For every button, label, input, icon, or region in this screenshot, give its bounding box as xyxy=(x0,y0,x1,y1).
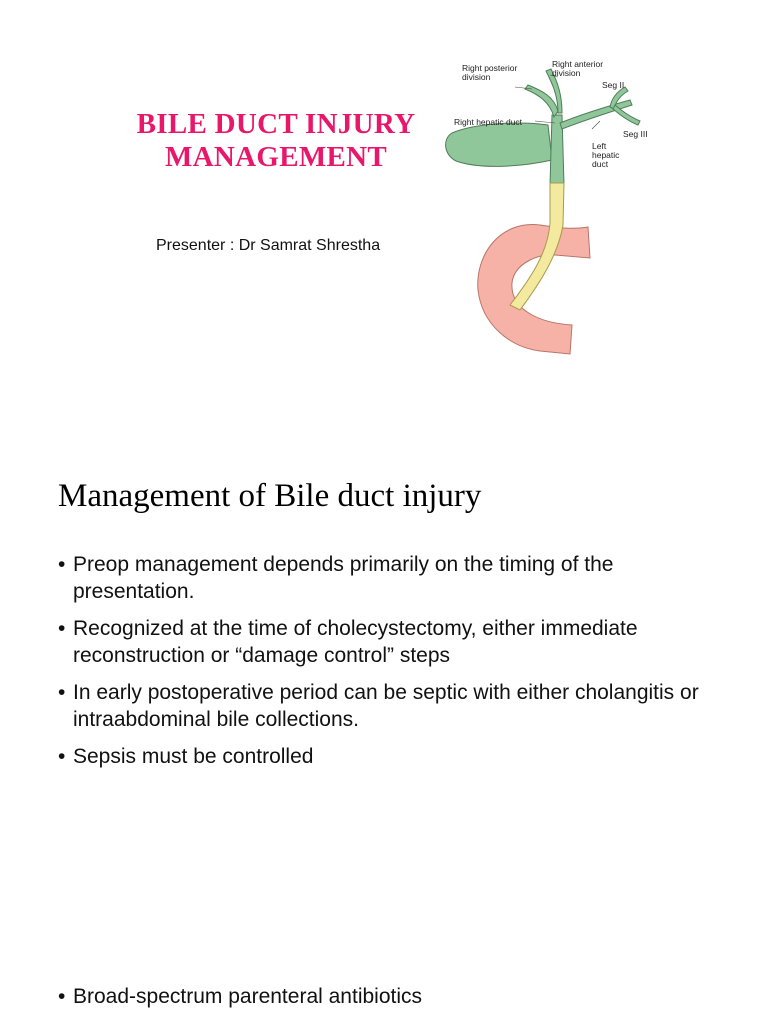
right-duct-branch xyxy=(525,85,558,117)
slide-title-line-2: MANAGEMENT xyxy=(164,141,388,173)
bullet-text: Recognized at the time of cholecystectomy, either immediate reconstruction or “damage control” steps xyxy=(73,617,638,667)
label-right-posterior-1: Right posterior xyxy=(462,63,518,73)
presenter-name: Presenter : Dr Samrat Shrestha xyxy=(156,237,381,254)
slide-heading: Management of Bile duct injury xyxy=(58,478,482,514)
bullet-item xyxy=(58,743,738,770)
gallbladder-shape xyxy=(446,123,552,166)
label-right-hepatic-duct: Right hepatic duct xyxy=(454,117,523,127)
bullet-text: Sepsis must be controlled xyxy=(73,745,314,768)
label-left-hepatic-1: Left xyxy=(592,141,607,151)
bullet-marker: • xyxy=(58,985,66,1008)
bullet-marker: • xyxy=(58,745,66,768)
bullet-item xyxy=(58,679,738,733)
bullet-item xyxy=(58,983,738,1010)
bullet-marker: • xyxy=(58,553,66,576)
bullet-item xyxy=(58,551,738,605)
slide-title-line-1: BILE DUCT INJURY xyxy=(136,108,416,140)
bullet-item xyxy=(58,615,738,669)
bullet-marker: • xyxy=(58,681,66,704)
bullet-list-continued xyxy=(58,983,738,1018)
bullet-list xyxy=(58,551,738,780)
label-right-anterior-2: division xyxy=(552,68,581,78)
bullet-marker: • xyxy=(58,617,66,640)
label-seg-ii: Seg II xyxy=(602,80,625,90)
label-left-hepatic-2: hepatic xyxy=(592,150,620,160)
bullet-text: Broad-spectrum parenteral antibiotics xyxy=(73,985,423,1008)
label-right-posterior-2: division xyxy=(462,72,491,82)
biliary-anatomy-diagram xyxy=(440,55,660,355)
label-left-hepatic-3: duct xyxy=(592,159,609,169)
bullet-text: In early postoperative period can be septic with either cholangitis or intraabdominal bile collections. xyxy=(73,681,699,731)
bullet-text: Preop management depends primarily on the timing of the presentation. xyxy=(73,553,614,603)
label-right-anterior-1: Right anterior xyxy=(552,59,604,69)
seg-iii-branch xyxy=(613,105,640,125)
title-slide xyxy=(0,0,768,420)
label-seg-iii: Seg III xyxy=(623,129,648,139)
